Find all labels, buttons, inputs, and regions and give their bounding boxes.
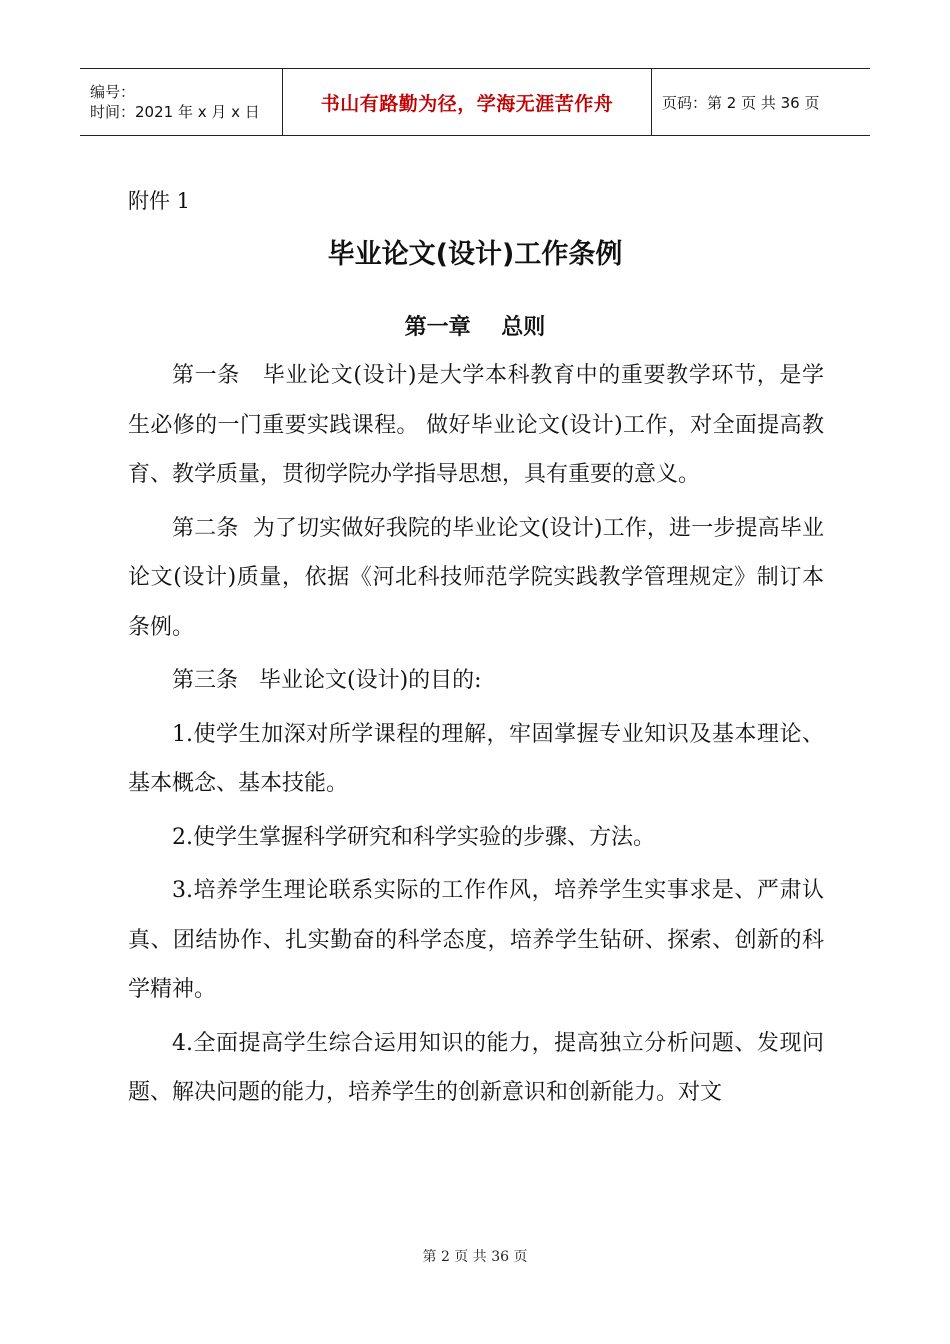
header-table (80, 68, 870, 136)
document-body (128, 351, 824, 1118)
list-item-3: 3.培养学生理论联系实际的工作作风，培养学生实事求是、严肃认真、团结协作、扎实勤奋的科学态度，培养学生钻研、探索、创新的科学精神。 (128, 878, 824, 1002)
attachment-label: 附件 1 (128, 189, 191, 213)
list-item-4: 4.全面提高学生综合运用知识的能力，提高独立分析问题、发现问题、解决问题的能力，培养学生的创新意识和创新能力。对文 (128, 1030, 824, 1105)
document-time-label: 时间：2021 年 x 月 x 日 (90, 103, 260, 121)
paragraph-article-3: 第三条 毕业论文(设计)的目的: (172, 668, 482, 693)
header-meta (80, 69, 282, 135)
document-title: 毕业论文(设计)工作条例 (327, 239, 623, 270)
header-page-info: 页码：第 2 页 共 36 页 (662, 93, 820, 112)
paragraph-article-1: 第一条 毕业论文(设计)是大学本科教育中的重要教学环节，是学生必修的一门重要实践课程。 做好毕业论文(设计)工作，对全面提高教育、教学质量，贯彻学院办学指导思想，具有重要的意义。 (128, 363, 824, 487)
page-footer: 第 2 页 共 36 页 (422, 1249, 528, 1265)
list-item-1: 1.使学生加深对所学课程的理解，牢固掌握专业知识及基本理论、基本概念、基本技能。 (128, 721, 824, 796)
chapter-heading: 第一章 总则 (404, 315, 546, 340)
header-motto: 书山有路勤为径，学海无涯苦作舟 (282, 69, 652, 135)
document-number-label: 编号： (90, 83, 136, 101)
list-item-2: 2.使学生掌握科学研究和科学实验的步骤、方法。 (172, 824, 655, 850)
paragraph-article-2: 第二条 为了切实做好我院的毕业论文(设计)工作，进一步提高毕业论文(设计)质量，依据《河北科技师范学院实践教学管理规定》制订本条例。 (128, 515, 824, 640)
